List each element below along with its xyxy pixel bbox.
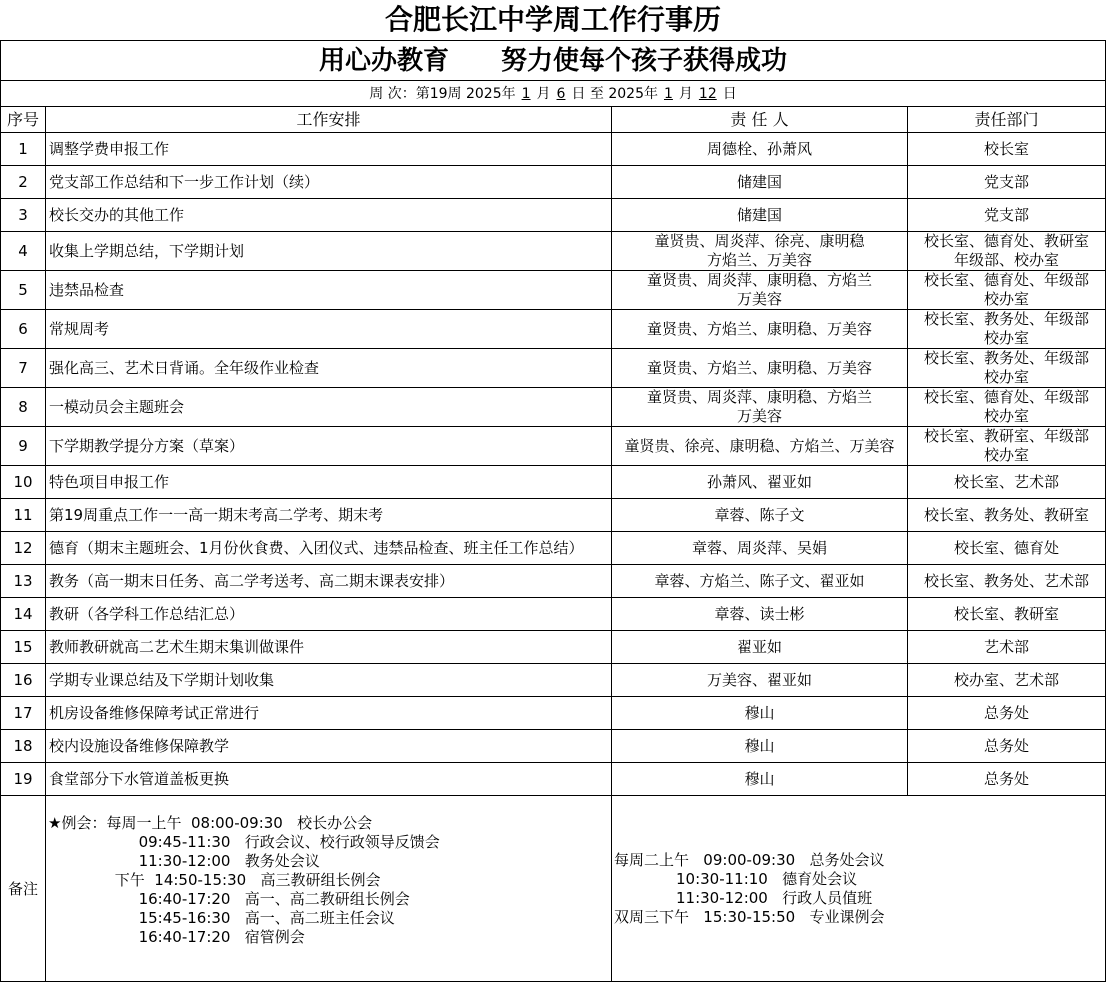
person-line: 章蓉、读士彬	[714, 604, 805, 623]
row-number: 6	[1, 310, 46, 349]
row-dept	[908, 532, 1106, 565]
row-person	[612, 664, 908, 697]
header-person: 责 任 人	[612, 107, 908, 133]
row-dept	[908, 427, 1106, 466]
row-number: 11	[1, 499, 46, 532]
row-number: 7	[1, 349, 46, 388]
row-task: 调整学费申报工作	[46, 133, 612, 166]
person-line: 穆山	[744, 769, 775, 788]
dept-line: 校长室、教务处、艺术部	[924, 571, 1090, 590]
row-task: 教务（高一期末日任务、高二学考送考、高二期末课表安排）	[46, 565, 612, 598]
row-task: 教研（各学科工作总结汇总）	[46, 598, 612, 631]
row-dept	[908, 199, 1106, 232]
person-line: 储建国	[736, 205, 782, 224]
dept-line: 校长室	[984, 139, 1030, 158]
row-person	[612, 763, 908, 796]
row-number: 14	[1, 598, 46, 631]
row-person	[612, 349, 908, 388]
end-day: 12	[698, 85, 717, 102]
person-line: 童贤贵、周炎萍、康明稳、方焰兰	[646, 271, 872, 289]
row-person	[612, 565, 908, 598]
person-line: 章蓉、方焰兰、陈子文、翟亚如	[654, 571, 865, 590]
person-line: 储建国	[736, 172, 782, 191]
row-person	[612, 166, 908, 199]
table-row	[1, 388, 1106, 427]
week-mid: 日 至 2025年	[571, 85, 658, 102]
dept-line: 总务处	[984, 769, 1030, 788]
row-task: 一模动员会主题班会	[46, 388, 612, 427]
row-person	[612, 598, 908, 631]
person-line: 翟亚如	[736, 637, 782, 656]
dept-line: 总务处	[984, 736, 1030, 755]
row-person	[612, 199, 908, 232]
person-line: 章蓉、陈子文	[714, 505, 805, 524]
row-person	[612, 631, 908, 664]
row-number: 15	[1, 631, 46, 664]
row-dept	[908, 763, 1106, 796]
month-label: 月	[678, 85, 693, 102]
row-person	[612, 532, 908, 565]
row-dept	[908, 664, 1106, 697]
remarks-label: 备注	[1, 796, 46, 982]
person-line: 方焰兰、万美容	[706, 251, 812, 269]
dept-line: 校长室、教研室、年级部	[924, 427, 1090, 445]
row-task: 常规周考	[46, 310, 612, 349]
table-row	[1, 466, 1106, 499]
row-person	[612, 697, 908, 730]
row-number: 5	[1, 271, 46, 310]
table-row	[1, 232, 1106, 271]
person-line: 万美容	[736, 407, 782, 425]
dept-line: 艺术部	[984, 637, 1030, 656]
row-task: 党支部工作总结和下一步工作计划（续）	[46, 166, 612, 199]
row-person	[612, 466, 908, 499]
row-task: 特色项目申报工作	[46, 466, 612, 499]
table-row	[1, 532, 1106, 565]
person-line: 童贤贵、方焰兰、康明稳、万美容	[646, 319, 872, 338]
row-number: 2	[1, 166, 46, 199]
remarks-meetings-left: ★例会：每周一上午 08:00-09:30 校长办公会 09:45-11:30 行政会议、校行政领导反馈会 11:30-12:00 教务处会议 下午 14:50-15:30 高三教研组长例会 16:40-17:20 高一、高二教研组长例会 15:45-16:30 高一、高二班主任会议 16:40-17:20 宿管例会	[46, 796, 612, 982]
table-row	[1, 310, 1106, 349]
table-row	[1, 199, 1106, 232]
dept-line: 校长室、教务处、教研室	[924, 505, 1090, 524]
header-dept: 责任部门	[908, 107, 1106, 133]
row-dept	[908, 697, 1106, 730]
table-row	[1, 730, 1106, 763]
person-line: 万美容	[736, 290, 782, 308]
month-label: 月	[536, 85, 551, 102]
row-person	[612, 499, 908, 532]
row-person	[612, 232, 908, 271]
week-prefix: 周 次：第19周 2025年	[369, 85, 516, 102]
person-line: 孙萧风、翟亚如	[706, 472, 812, 491]
row-task: 第19周重点工作一一高一期末考高二学考、期末考	[46, 499, 612, 532]
row-dept	[908, 232, 1106, 271]
row-person	[612, 730, 908, 763]
dept-line: 校长室、德育处、年级部	[924, 271, 1090, 289]
row-task: 教师教研就高二艺术生期末集训做课件	[46, 631, 612, 664]
table-row	[1, 664, 1106, 697]
row-number: 18	[1, 730, 46, 763]
dept-line: 校长室、教务处、年级部	[924, 349, 1090, 367]
row-number: 10	[1, 466, 46, 499]
row-number: 4	[1, 232, 46, 271]
dept-line: 校办室、艺术部	[954, 670, 1060, 689]
end-month: 1	[663, 85, 673, 102]
row-dept	[908, 499, 1106, 532]
table-row	[1, 349, 1106, 388]
dept-line: 校办室	[984, 407, 1030, 425]
dept-line: 党支部	[984, 205, 1030, 224]
person-line: 周德栓、孙萧风	[706, 139, 812, 158]
row-task: 机房设备维修保障考试正常进行	[46, 697, 612, 730]
table-row	[1, 763, 1106, 796]
week-suffix: 日	[722, 85, 737, 102]
dept-line: 总务处	[984, 703, 1030, 722]
row-number: 13	[1, 565, 46, 598]
row-task: 学期专业课总结及下学期计划收集	[46, 664, 612, 697]
row-number: 12	[1, 532, 46, 565]
person-line: 童贤贵、周炎萍、徐亮、康明稳	[654, 232, 865, 250]
person-line: 章蓉、周炎萍、吴娟	[691, 538, 827, 557]
row-task: 德育（期末主题班会、1月份伙食费、入团仪式、违禁品检查、班主任工作总结）	[46, 532, 612, 565]
row-person	[612, 133, 908, 166]
person-line: 穆山	[744, 703, 775, 722]
row-person	[612, 271, 908, 310]
row-task: 校长交办的其他工作	[46, 199, 612, 232]
row-dept	[908, 730, 1106, 763]
dept-line: 校长室、德育处、教研室	[924, 232, 1090, 250]
start-day: 6	[556, 85, 566, 102]
row-person	[612, 388, 908, 427]
dept-line: 年级部、校办室	[954, 251, 1060, 269]
table-row	[1, 598, 1106, 631]
table-row	[1, 427, 1106, 466]
row-number: 17	[1, 697, 46, 730]
row-task: 下学期教学提分方案（草案）	[46, 427, 612, 466]
dept-line: 校办室	[984, 446, 1030, 464]
dept-line: 校长室、教务处、年级部	[924, 310, 1090, 328]
row-dept	[908, 388, 1106, 427]
dept-line: 校长室、教研室	[954, 604, 1060, 623]
row-task: 违禁品检查	[46, 271, 612, 310]
week-range	[1, 81, 1106, 107]
row-task: 校内设施设备维修保障教学	[46, 730, 612, 763]
row-number: 1	[1, 133, 46, 166]
row-person	[612, 310, 908, 349]
dept-line: 校办室	[984, 368, 1030, 386]
row-dept	[908, 133, 1106, 166]
row-dept	[908, 310, 1106, 349]
row-task: 食堂部分下水管道盖板更换	[46, 763, 612, 796]
dept-line: 党支部	[984, 172, 1030, 191]
row-task: 收集上学期总结，下学期计划	[46, 232, 612, 271]
table-row	[1, 565, 1106, 598]
dept-line: 校长室、德育处、年级部	[924, 388, 1090, 406]
header-task: 工作安排	[46, 107, 612, 133]
person-line: 穆山	[744, 736, 775, 755]
table-row	[1, 271, 1106, 310]
person-line: 童贤贵、徐亮、康明稳、方焰兰、万美容	[624, 436, 895, 455]
schedule-table	[0, 40, 1106, 982]
dept-line: 校长室、艺术部	[954, 472, 1060, 491]
row-dept	[908, 271, 1106, 310]
start-month: 1	[521, 85, 531, 102]
person-line: 童贤贵、方焰兰、康明稳、万美容	[646, 358, 872, 377]
header-no: 序号	[1, 107, 46, 133]
row-dept	[908, 466, 1106, 499]
person-line: 童贤贵、周炎萍、康明稳、方焰兰	[646, 388, 872, 406]
row-number: 8	[1, 388, 46, 427]
dept-line: 校办室	[984, 329, 1030, 347]
row-number: 3	[1, 199, 46, 232]
dept-line: 校长室、德育处	[954, 538, 1060, 557]
row-person	[612, 427, 908, 466]
header-row	[1, 107, 1106, 133]
row-number: 16	[1, 664, 46, 697]
person-line: 万美容、翟亚如	[706, 670, 812, 689]
row-dept	[908, 631, 1106, 664]
remarks-meetings-right: 每周二上午 09:00-09:30 总务处会议 10:30-11:10 德育处会议 11:30-12:00 行政人员值班 双周三下午 15:30-15:50 专业课例会	[612, 796, 1106, 982]
table-row	[1, 697, 1106, 730]
table-row	[1, 499, 1106, 532]
remarks-row	[1, 796, 1106, 982]
row-dept	[908, 598, 1106, 631]
table-row	[1, 166, 1106, 199]
row-task: 强化高三、艺术日背诵。全年级作业检查	[46, 349, 612, 388]
table-row	[1, 631, 1106, 664]
table-row	[1, 133, 1106, 166]
row-dept	[908, 565, 1106, 598]
motto: 用心办教育 努力使每个孩子获得成功	[1, 41, 1106, 81]
row-dept	[908, 166, 1106, 199]
row-number: 19	[1, 763, 46, 796]
dept-line: 校办室	[984, 290, 1030, 308]
row-number: 9	[1, 427, 46, 466]
row-dept	[908, 349, 1106, 388]
page-title: 合肥长江中学周工作行事历	[384, 3, 721, 36]
